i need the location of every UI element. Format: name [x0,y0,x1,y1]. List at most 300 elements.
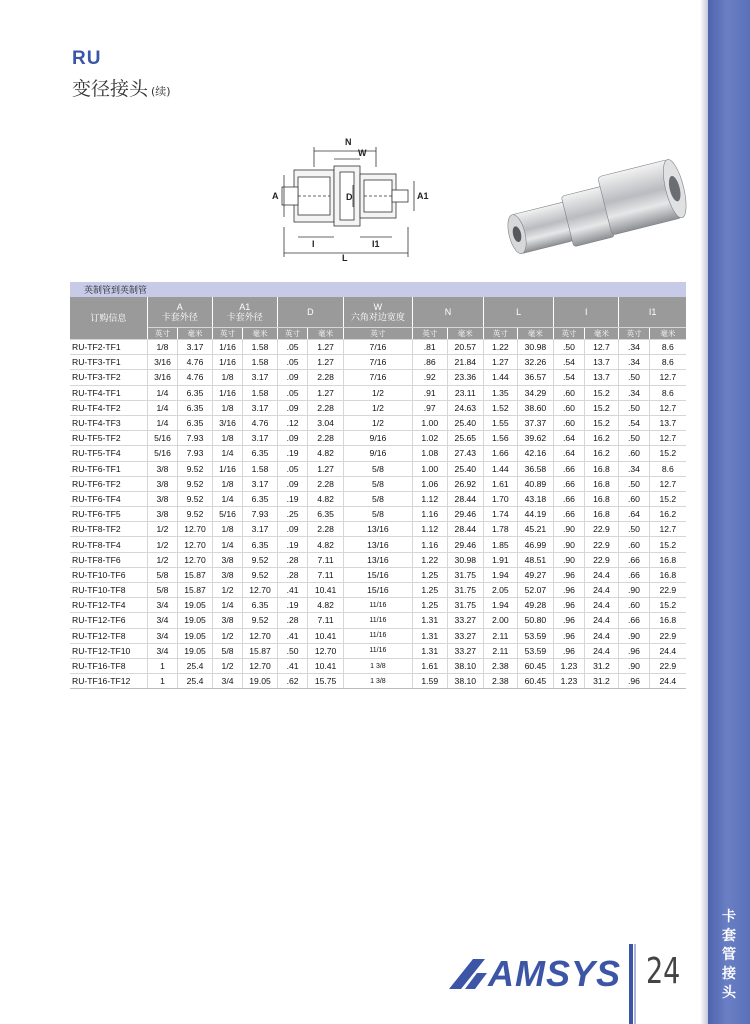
table-cell: .50 [619,400,649,415]
table-cell: 7.11 [308,613,344,628]
table-cell: 44.19 [517,507,554,522]
table-cell: 12.70 [243,658,278,673]
table-cell: 12.7 [649,370,686,385]
table-row [70,355,686,370]
table-cell: 1.91 [484,552,518,567]
brand-name: AMSYS [488,953,622,994]
table-row [70,567,686,582]
table-cell: 43.18 [517,491,554,506]
table-cell: 31.75 [447,567,484,582]
table-cell: 24.4 [584,643,619,658]
table-cell: 3.17 [243,400,278,415]
table-cell: 23.11 [447,385,484,400]
table-cell: 33.27 [447,613,484,628]
sidebar-shadow [700,0,708,1024]
table-cell: 28.44 [447,522,484,537]
table-cell: 48.51 [517,552,554,567]
table-cell: 3/8 [147,476,177,491]
table-cell: 34.29 [517,385,554,400]
table-cell: .96 [619,674,649,689]
table-cell: 24.4 [584,583,619,598]
table-cell: .62 [277,674,307,689]
table-cell: .66 [554,507,584,522]
table-cell: 3/8 [212,552,242,567]
table-cell: 1.27 [308,355,344,370]
table-cell: 11/16 [343,628,412,643]
table-cell: 21.84 [447,355,484,370]
order-code-cell: RU-TF16-TF8 [70,658,147,673]
table-cell: 42.16 [517,446,554,461]
table-cell: 1.23 [554,658,584,673]
table-cell: 1/2 [212,583,242,598]
dimension-table-section [70,282,686,689]
table-cell: 1.94 [484,598,518,613]
table-cell: .97 [412,400,447,415]
table-cell: 1.58 [243,355,278,370]
table-cell: .25 [277,507,307,522]
table-cell: 3.17 [243,476,278,491]
table-cell: 5/8 [343,507,412,522]
table-cell: 1.25 [412,567,447,582]
sidebar-char: 套 [722,928,736,944]
table-cell: .64 [619,507,649,522]
page-number: 24 [646,951,681,992]
table-cell: .50 [619,370,649,385]
table-cell: 37.37 [517,415,554,430]
table-cell: 36.58 [517,461,554,476]
table-cell: 9.52 [243,552,278,567]
label-w: W [358,148,367,158]
unit-mm: 毫米 [243,328,278,340]
page-title [72,74,171,101]
table-row [70,507,686,522]
order-code-cell: RU-TF5-TF4 [70,446,147,461]
table-cell: 1 3/8 [343,674,412,689]
unit-inch: 英寸 [412,328,447,340]
table-cell: 1.44 [484,370,518,385]
table-cell: 2.11 [484,628,518,643]
table-cell: 9.52 [178,491,213,506]
table-cell: 15.2 [649,537,686,552]
dimension-table [70,282,686,689]
table-cell: 15.87 [178,583,213,598]
table-cell: 2.28 [308,400,344,415]
table-cell: 1.16 [412,537,447,552]
table-cell: 12.7 [649,522,686,537]
table-cell: 1/8 [147,340,177,355]
table-cell: 1/16 [212,385,242,400]
order-code-cell: RU-TF12-TF10 [70,643,147,658]
table-cell: 50.80 [517,613,554,628]
table-cell: .96 [554,583,584,598]
header-w: W 六角对边宽度 [343,297,412,328]
table-cell: 52.07 [517,583,554,598]
table-cell: 13.7 [584,370,619,385]
table-cell: 3.17 [243,522,278,537]
table-row [70,658,686,673]
table-row [70,340,686,355]
table-cell: 15.2 [584,400,619,415]
table-row [70,537,686,552]
table-cell: .90 [554,537,584,552]
table-cell: .41 [277,628,307,643]
title-text: 变径接头 [72,78,149,100]
table-cell: 1/4 [147,400,177,415]
table-cell: 7/16 [343,355,412,370]
footer-divider-light [634,944,636,1024]
sidebar-char: 管 [722,947,736,963]
table-cell: .54 [554,370,584,385]
table-cell: 10.41 [308,628,344,643]
table-cell: 15.2 [584,385,619,400]
table-cell: .90 [619,658,649,673]
table-cell: 8.6 [649,340,686,355]
header-a: A 卡套外径 [147,297,212,328]
table-cell: 1.22 [484,340,518,355]
table-cell: 1/2 [343,415,412,430]
table-cell: 49.27 [517,567,554,582]
table-cell: .66 [554,491,584,506]
table-cell: 3/8 [147,507,177,522]
table-cell: 2.28 [308,476,344,491]
label-a: A [272,191,279,201]
table-cell: .34 [619,355,649,370]
table-cell: 6.35 [243,446,278,461]
order-code-cell: RU-TF6-TF4 [70,491,147,506]
table-cell: 3.17 [178,340,213,355]
table-cell: 19.05 [178,643,213,658]
table-cell: 19.05 [178,598,213,613]
order-code-cell: RU-TF12-TF6 [70,613,147,628]
table-cell: .09 [277,400,307,415]
table-cell: .09 [277,370,307,385]
table-cell: 10.41 [308,583,344,598]
table-cell: 1/2 [147,522,177,537]
table-cell: .90 [554,522,584,537]
table-cell: 25.4 [178,674,213,689]
table-cell: .60 [554,385,584,400]
order-code-cell: RU-TF16-TF12 [70,674,147,689]
table-cell: .41 [277,658,307,673]
table-cell: 12.7 [649,476,686,491]
table-cell: 29.46 [447,537,484,552]
table-cell: 19.05 [178,613,213,628]
table-row [70,415,686,430]
table-cell: 1.25 [412,583,447,598]
header-d: D [277,297,343,328]
table-cell: 1.52 [484,400,518,415]
table-cell: 33.27 [447,628,484,643]
table-cell: 1.58 [243,385,278,400]
table-cell: 1.61 [412,658,447,673]
table-row [70,461,686,476]
table-cell: 9.52 [178,476,213,491]
table-cell: 1.44 [484,461,518,476]
table-cell: 8.6 [649,355,686,370]
table-cell: 1.31 [412,643,447,658]
table-cell: .05 [277,340,307,355]
table-cell: 24.63 [447,400,484,415]
table-row [70,628,686,643]
label-d: D [346,192,353,202]
table-cell: 1/8 [212,400,242,415]
table-cell: 24.4 [649,643,686,658]
order-code-cell: RU-TF6-TF2 [70,476,147,491]
table-cell: 6.35 [308,507,344,522]
table-cell: 33.27 [447,643,484,658]
table-cell: 22.9 [584,537,619,552]
table-cell: .60 [619,598,649,613]
table-cell: 1.78 [484,522,518,537]
header-l: L [484,297,554,328]
table-row [70,446,686,461]
table-cell: 13/16 [343,552,412,567]
footer-divider [629,944,633,1024]
order-code-cell: RU-TF8-TF2 [70,522,147,537]
table-cell: .09 [277,431,307,446]
table-cell: 32.26 [517,355,554,370]
table-cell: 9.52 [178,461,213,476]
table-cell: 16.8 [649,567,686,582]
table-cell: 31.2 [584,658,619,673]
unit-header-row [70,328,686,340]
table-cell: 4.82 [308,537,344,552]
table-cell: 3/16 [147,370,177,385]
table-cell: 15.2 [649,491,686,506]
table-cell: 38.10 [447,658,484,673]
table-cell: 5/8 [212,643,242,658]
table-cell: 16.8 [649,613,686,628]
order-code-cell: RU-TF3-TF2 [70,370,147,385]
table-row [70,431,686,446]
table-cell: 6.35 [178,415,213,430]
order-code-cell: RU-TF4-TF1 [70,385,147,400]
table-cell: 38.10 [447,674,484,689]
table-cell: 1.02 [412,431,447,446]
table-cell: 1 3/8 [343,658,412,673]
fitting-dimension-diagram [262,137,430,265]
table-cell: 16.8 [584,491,619,506]
table-cell: 1/8 [212,431,242,446]
table-row [70,674,686,689]
table-cell: 5/16 [147,431,177,446]
table-cell: 20.57 [447,340,484,355]
table-cell: 6.35 [243,491,278,506]
table-cell: 12.70 [243,628,278,643]
table-cell: .60 [619,491,649,506]
table-cell: .64 [554,446,584,461]
table-row [70,370,686,385]
unit-inch: 英寸 [619,328,649,340]
sidebar-vertical-label [712,908,746,1003]
table-cell: 1.61 [484,476,518,491]
table-cell: 3.04 [308,415,344,430]
table-cell: 1.27 [484,355,518,370]
table-row [70,598,686,613]
table-cell: .28 [277,567,307,582]
table-cell: 22.9 [584,522,619,537]
table-cell: 1.00 [412,415,447,430]
table-cell: .96 [554,567,584,582]
section-title: 英制管到英制管 [70,282,686,297]
table-cell: 4.76 [243,415,278,430]
table-cell: 1.27 [308,461,344,476]
table-cell: 16.8 [584,476,619,491]
table-cell: 25.40 [447,461,484,476]
table-cell: 38.60 [517,400,554,415]
table-cell: 28.44 [447,491,484,506]
table-cell: 9/16 [343,446,412,461]
table-row [70,476,686,491]
table-cell: 5/8 [343,491,412,506]
table-cell: 1.27 [308,385,344,400]
order-code-cell: RU-TF8-TF4 [70,537,147,552]
table-cell: 25.40 [447,415,484,430]
table-cell: .12 [277,415,307,430]
label-l: L [342,253,348,263]
table-cell: 1 [147,674,177,689]
table-cell: 12.70 [178,552,213,567]
table-cell: 15.87 [243,643,278,658]
unit-mm: 毫米 [447,328,484,340]
table-cell: 1/8 [212,370,242,385]
table-cell: .60 [554,400,584,415]
table-cell: 4.82 [308,598,344,613]
table-cell: 60.45 [517,658,554,673]
table-cell: 7.93 [243,507,278,522]
table-cell: 12.70 [178,522,213,537]
table-cell: 11/16 [343,598,412,613]
table-cell: 7/16 [343,370,412,385]
order-code-cell: RU-TF5-TF2 [70,431,147,446]
table-cell: 2.38 [484,658,518,673]
header-order-info: 订购信息 [70,297,147,340]
header-a1: A1 卡套外径 [212,297,277,328]
table-cell: 16.2 [649,507,686,522]
table-cell: 40.89 [517,476,554,491]
table-cell: 1.35 [484,385,518,400]
table-cell: 23.36 [447,370,484,385]
table-cell: .81 [412,340,447,355]
table-cell: .66 [619,552,649,567]
table-cell: 5/8 [147,567,177,582]
table-cell: 1.00 [412,461,447,476]
table-cell: 1/8 [212,476,242,491]
table-cell: .28 [277,613,307,628]
table-cell: 1.55 [484,415,518,430]
table-cell: 16.2 [584,431,619,446]
table-cell: .50 [554,340,584,355]
table-cell: 3/4 [147,598,177,613]
table-cell: 3/4 [147,628,177,643]
table-cell: 8.6 [649,385,686,400]
table-cell: 12.70 [243,583,278,598]
order-code-cell: RU-TF10-TF6 [70,567,147,582]
table-cell: 49.28 [517,598,554,613]
table-cell: .54 [554,355,584,370]
table-cell: 13.7 [649,415,686,430]
table-cell: 24.4 [649,674,686,689]
table-cell: 15/16 [343,567,412,582]
table-cell: 3/16 [212,415,242,430]
table-row [70,385,686,400]
order-code-cell: RU-TF12-TF4 [70,598,147,613]
table-cell: 9.52 [178,507,213,522]
table-cell: 2.28 [308,431,344,446]
table-cell: .19 [277,537,307,552]
table-cell: .96 [554,628,584,643]
table-cell: .90 [554,552,584,567]
unit-inch: 英寸 [554,328,584,340]
title-note: (续) [151,85,171,98]
table-cell: 1/8 [212,522,242,537]
table-cell: 16.8 [584,507,619,522]
table-cell: 1 [147,658,177,673]
table-cell: 1.56 [484,431,518,446]
table-cell: 9.52 [243,613,278,628]
table-cell: 7.93 [178,431,213,446]
table-cell: .66 [554,461,584,476]
table-cell: .96 [619,643,649,658]
unit-inch: 英寸 [277,328,307,340]
table-cell: 31.2 [584,674,619,689]
product-code: RU [72,48,102,69]
unit-mm: 毫米 [649,328,686,340]
table-cell: .66 [619,613,649,628]
table-cell: 60.45 [517,674,554,689]
table-cell: 3/8 [147,491,177,506]
table-row [70,583,686,598]
table-cell: 22.9 [649,628,686,643]
table-cell: 3/16 [147,355,177,370]
table-cell: 13/16 [343,537,412,552]
unit-inch: 英寸 [484,328,518,340]
table-cell: 31.75 [447,598,484,613]
table-cell: 15.2 [584,415,619,430]
label-i: I [312,239,315,249]
table-cell: 1.12 [412,491,447,506]
table-cell: 2.05 [484,583,518,598]
table-cell: 1/16 [212,461,242,476]
product-photo [495,143,690,258]
table-row [70,491,686,506]
table-cell: 6.35 [243,537,278,552]
table-cell: 4.76 [178,370,213,385]
order-code-cell: RU-TF6-TF1 [70,461,147,476]
table-cell: .66 [619,567,649,582]
table-cell: 3/8 [147,461,177,476]
unit-inch: 英寸 [343,328,412,340]
table-cell: 1/4 [212,537,242,552]
table-cell: 1.25 [412,598,447,613]
table-cell: 10.41 [308,658,344,673]
table-row [70,522,686,537]
table-cell: .34 [619,385,649,400]
table-cell: .09 [277,476,307,491]
table-cell: 22.9 [649,583,686,598]
table-cell: 1/4 [212,598,242,613]
table-cell: 1.74 [484,507,518,522]
table-cell: 3/4 [212,674,242,689]
table-row [70,613,686,628]
table-cell: 1/16 [212,340,242,355]
table-cell: 7.11 [308,552,344,567]
table-cell: 5/8 [343,476,412,491]
table-cell: 30.98 [447,552,484,567]
table-cell: 6.35 [243,598,278,613]
table-cell: 16.2 [584,446,619,461]
table-cell: 1.85 [484,537,518,552]
